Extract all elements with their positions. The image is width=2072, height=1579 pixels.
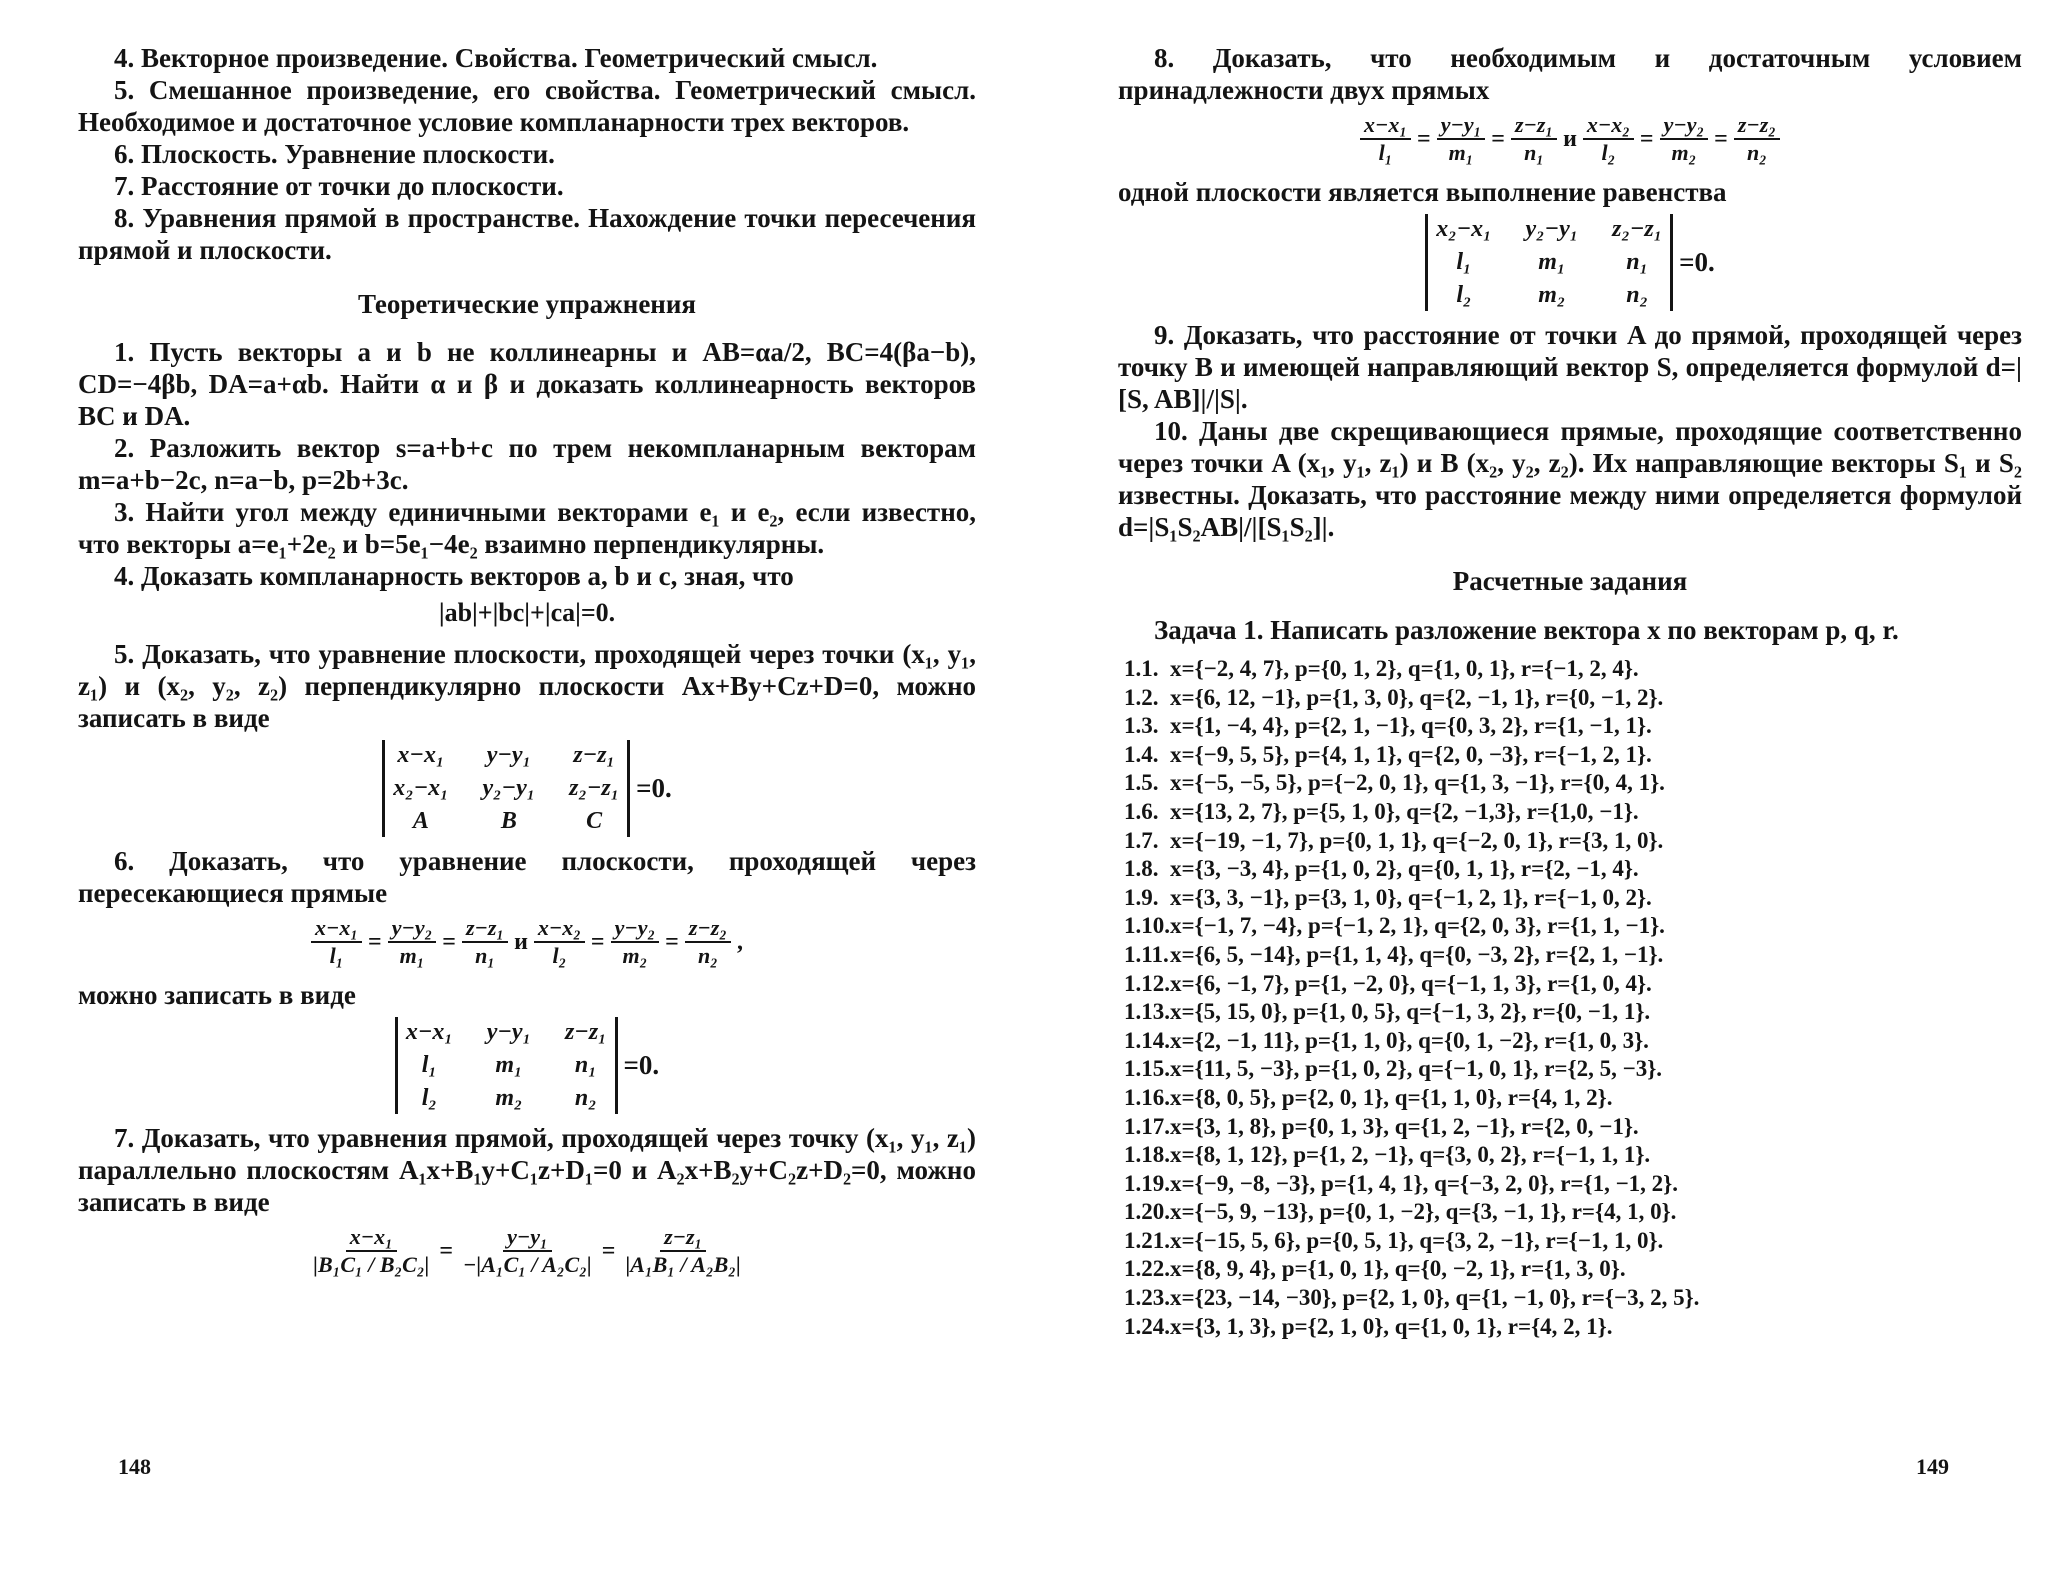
task-vectors: x={1, −4, 4}, p={2, 1, −1}, q={0, 3, 2}, r={1, −1, 1}.	[1170, 713, 1652, 739]
det-cell: m₂	[495, 1085, 523, 1111]
task-vectors: x={−5, 9, −13}, p={0, 1, −2}, q={3, −1, 1}, r={4, 1, 0}.	[1170, 1199, 1677, 1225]
det-cell: A	[412, 808, 429, 834]
list-item	[1124, 712, 2022, 741]
fraction: $\frac{\text{z−z₂}}{\text{n₂}}$	[685, 915, 731, 969]
fraction: $\frac{\text{z−z₁}}{\text{n₁}}$	[1511, 112, 1557, 166]
det-cell: x₂−x₁	[393, 775, 449, 801]
and-word: и	[1563, 125, 1577, 152]
det-cell: l₁	[421, 1052, 437, 1078]
list-item	[1124, 1255, 2022, 1284]
det-cell: C	[586, 808, 603, 834]
list-item	[1124, 1227, 2022, 1256]
task-vectors: x={−19, −1, 7}, p={0, 1, 1}, q={−2, 0, 1}, r={3, 1, 0}.	[1170, 827, 1664, 853]
det-equals-zero: =0.	[1679, 247, 1715, 277]
det-cell: x−x₁	[405, 1019, 453, 1045]
task-vectors: x={6, −1, 7}, p={1, −2, 0}, q={−1, 1, 3}, r={1, 0, 4}.	[1170, 970, 1652, 996]
det-cell: m₂	[1538, 282, 1566, 308]
determinant-5	[78, 740, 976, 837]
section-heading-tasks: Расчетные задания	[1452, 566, 1688, 596]
task-vectors: x={5, 15, 0}, p={1, 0, 5}, q={−1, 3, 2}, r={0, −1, 1}.	[1170, 999, 1651, 1025]
det-cell: l₂	[1456, 282, 1472, 308]
exercise-10: 10. Даны две скрещивающиеся прямые, проходящие соответственно через точки A (x₁, y₁, z₁) и B (x₂, y₂, z₂). Их направляющие векторы S₁ и S₂ известны. Доказать, что расстояние между ними определяется формулой d=|S₁S₂AB|/|[S₁S₂]|.	[1118, 416, 2022, 542]
lines-equation-6: $\frac{\text{x−x₁}}{\text{l₁}}$ = $\frac{\text{y−y₂}}{\text{m₁}}$ = $\frac{\text{z−z₁}}{\text{n₁}}$ и $\frac{\text{x−x₂}}{\text{l₂}}$ = $\frac{\text{y−y₂}}{\text{m₂}}$ = $\frac{\text{z−z₂}}{\text{n₂}}$ ,	[78, 915, 976, 969]
exercise-4: 4. Доказать компланарность векторов a, b и c, зная, что	[114, 561, 794, 591]
task-number: 1.10.	[1124, 913, 1170, 939]
task-1-title: Задача 1. Написать разложение вектора x по векторам p, q, r.	[1154, 615, 1899, 645]
det-cell: y₂−y₁	[1525, 216, 1579, 242]
determinant-5-matrix	[382, 740, 630, 837]
list-item	[1124, 1198, 2022, 1227]
exercise-8-tail: одной плоскости является выполнение равенства	[1118, 177, 1727, 207]
list-item	[1124, 912, 2022, 941]
det-cell: z₂−z₁	[569, 775, 620, 801]
task-vectors: x={3, 3, −1}, p={3, 1, 0}, q={−1, 2, 1}, r={−1, 0, 2}.	[1170, 884, 1652, 910]
fraction: $\frac{\text{y−y₁}}{\text{m₁}}$	[1437, 112, 1486, 166]
task-vectors: x={8, 0, 5}, p={2, 0, 1}, q={1, 1, 0}, r={4, 1, 2}.	[1170, 1084, 1613, 1110]
determinant-8	[1118, 214, 2022, 311]
list-item	[1124, 884, 2022, 913]
task-number: 1.11.	[1124, 941, 1169, 967]
exercise-5: 5. Доказать, что уравнение плоскости, проходящей через точки (x₁, y₁, z₁) и (x₂, y₂, z₂) перпендикулярно плоскости Ax+By+Cz+D=0, можно записать в виде	[78, 639, 976, 733]
list-item	[1124, 998, 2022, 1027]
task-vectors: x={3, 1, 3}, p={2, 1, 0}, q={1, 0, 1}, r={4, 2, 1}.	[1170, 1313, 1613, 1339]
task-vectors: x={6, 12, −1}, p={1, 3, 0}, q={2, −1, 1}, r={0, −1, 2}.	[1170, 684, 1664, 710]
det-cell: y−y₁	[486, 742, 531, 768]
exercise-9: 9. Доказать, что расстояние от точки A до прямой, проходящей через точку B и имеющей направляющий вектор S, определяется формулой d=|[S, AB]|/|S|.	[1118, 320, 2022, 414]
task-number: 1.21.	[1124, 1227, 1170, 1253]
exercise-3: 3. Найти угол между единичными векторами e₁ и e₂, если известно, что векторы a=e₁+2e₂ и b=5e₁−4e₂ взаимно перпендикулярны.	[78, 497, 976, 559]
det-cell: n₁	[574, 1052, 597, 1078]
task-number: 1.8.	[1124, 856, 1159, 882]
list-item	[1124, 827, 2022, 856]
task-number: 1.9.	[1124, 884, 1159, 910]
task-number: 1.5.	[1124, 770, 1159, 796]
task-vectors: x={−9, −8, −3}, p={1, 4, 1}, q={−3, 2, 0}, r={1, −1, 2}.	[1170, 1170, 1678, 1196]
task-vectors: x={2, −1, 11}, p={1, 1, 0}, q={0, 1, −2}, r={1, 0, 3}.	[1170, 1027, 1649, 1053]
list-item	[1124, 855, 2022, 884]
page-number-left: 148	[118, 1454, 151, 1479]
exercise-6-tail: можно записать в виде	[78, 980, 356, 1010]
line-equation-7: $\frac{\text{x−x₁}}{\text{|B₁C₁ / B₂C₂|}}$ = $\frac{\text{y−y₁}}{\text{−|A₁C₁ / A₂C₂|}}$ = $\frac{\text{z−z₁}}{\text{|A₁B₁ / A₂B₂|}}$	[78, 1224, 976, 1278]
exercise-8: 8. Доказать, что необходимым и достаточным условием принадлежности двух прямых	[1118, 43, 2022, 105]
task-number: 1.18.	[1124, 1142, 1170, 1168]
task-number: 1.16.	[1124, 1084, 1170, 1110]
determinant-8-matrix	[1425, 214, 1673, 311]
task-number: 1.12.	[1124, 970, 1170, 996]
list-item	[1124, 1113, 2022, 1142]
fraction: $\frac{\text{y−y₂}}{\text{m₂}}$	[1660, 112, 1709, 166]
fraction: $\frac{\text{y−y₁}}{\text{−|A₁C₁ / A₂C₂|}}$	[463, 1224, 592, 1277]
exercise-6: 6. Доказать, что уравнение плоскости, проходящей через пересекающиеся прямые	[78, 846, 976, 908]
det-cell: B	[500, 808, 517, 834]
list-item	[1124, 798, 2022, 827]
fraction: $\frac{\text{y−y₂}}{\text{m₁}}$	[388, 915, 437, 969]
fraction: $\frac{\text{y−y₂}}{\text{m₂}}$	[611, 915, 660, 969]
det-cell: y−y₁	[486, 1019, 531, 1045]
exercise-7: 7. Доказать, что уравнения прямой, проходящей через точку (x₁, y₁, z₁) параллельно плоскостям A₁x+B₁y+C₁z+D₁=0 и A₂x+B₂y+C₂z+D₂=0, можно записать в виде	[78, 1123, 976, 1217]
task-vectors: x={11, 5, −3}, p={1, 0, 2}, q={−1, 0, 1}, r={2, 5, −3}.	[1170, 1056, 1663, 1082]
task-number: 1.13.	[1124, 999, 1170, 1025]
list-item	[1124, 941, 2022, 970]
list-item	[1124, 684, 2022, 713]
exercise-2: 2. Разложить вектор s=a+b+c по трем некомпланарным векторам m=a+b−2c, n=a−b, p=2b+3c.	[78, 433, 976, 495]
task-number: 1.22.	[1124, 1256, 1170, 1282]
task-vectors: x={3, −3, 4}, p={1, 0, 2}, q={0, 1, 1}, r={2, −1, 4}.	[1170, 856, 1639, 882]
task-vectors: x={23, −14, −30}, p={2, 1, 0}, q={1, −1, 0}, r={−3, 2, 5}.	[1170, 1285, 1700, 1311]
list-item	[1124, 741, 2022, 770]
task-vectors: x={−1, 7, −4}, p={−1, 2, 1}, q={2, 0, 3}, r={1, 1, −1}.	[1170, 913, 1665, 939]
task-number: 1.1.	[1124, 656, 1159, 681]
task-vectors: x={−9, 5, 5}, p={4, 1, 1}, q={2, 0, −3}, r={−1, 2, 1}.	[1170, 741, 1652, 767]
fraction: $\frac{\text{x−x₁}}{\text{l₁}}$	[311, 915, 362, 969]
det-cell: n₁	[1626, 249, 1648, 275]
det-cell: z−z₁	[573, 742, 615, 768]
list-item	[1124, 970, 2022, 999]
topic-8: 8. Уравнения прямой в пространстве. Нахождение точки пересечения прямой и плоскости.	[78, 203, 976, 265]
task-vectors: x={−15, 5, 6}, p={0, 5, 1}, q={3, 2, −1}, r={−1, 1, 0}.	[1170, 1227, 1664, 1253]
list-item	[1124, 1055, 2022, 1084]
exercise-1: 1. Пусть векторы a и b не коллинеарны и AB=αa/2, BC=4(βa−b), CD=−4βb, DA=a+αb. Найти α и β и доказать коллинеарность векторов BC и DA.	[78, 337, 976, 431]
task-number: 1.23.	[1124, 1285, 1170, 1311]
fraction: $\frac{\text{z−z₂}}{\text{n₂}}$	[1734, 112, 1780, 166]
det-cell: n₂	[574, 1085, 597, 1111]
det-cell: z−z₁	[564, 1019, 607, 1045]
topic-5: 5. Смешанное произведение, его свойства. Геометрический смысл. Необходимое и достаточное условие компланарности трех векторов.	[78, 75, 976, 137]
det-equals-zero: =0.	[636, 773, 672, 803]
task-number: 1.3.	[1124, 713, 1159, 739]
fraction: $\frac{\text{z−z₁}}{\text{n₁}}$	[462, 915, 508, 969]
fraction: $\frac{\text{z−z₁}}{\text{|A₁B₁ / A₂B₂|}}$	[625, 1224, 741, 1277]
task-number: 1.7.	[1124, 827, 1159, 853]
det-cell: z₂−z₁	[1612, 216, 1663, 242]
list-item	[1124, 655, 2022, 684]
det-cell: x−x₁	[397, 742, 445, 768]
task-vectors: x={8, 1, 12}, p={1, 2, −1}, q={3, 0, 2}, r={−1, 1, 1}.	[1170, 1142, 1651, 1168]
task-vectors: x={−5, −5, 5}, p={−2, 0, 1}, q={1, 3, −1}, r={0, 4, 1}.	[1170, 770, 1665, 796]
determinant-6	[78, 1017, 976, 1114]
task-number: 1.6.	[1124, 798, 1159, 824]
task-vectors: x={−2, 4, 7}, p={0, 1, 2}, q={1, 0, 1}, r={−1, 2, 4}.	[1170, 656, 1639, 681]
task-list	[1118, 655, 2022, 1341]
det-equals-zero: =0.	[623, 1050, 660, 1080]
task-number: 1.19.	[1124, 1170, 1170, 1196]
det-cell: l₁	[1456, 249, 1472, 275]
right-page	[1036, 0, 2072, 1579]
list-item	[1124, 769, 2022, 798]
task-vectors: x={8, 9, 4}, p={1, 0, 1}, q={0, −2, 1}, r={1, 3, 0}.	[1170, 1256, 1626, 1282]
fraction: $\frac{\text{x−x₁}}{\text{l₁}}$	[1360, 112, 1411, 166]
task-number: 1.14.	[1124, 1027, 1170, 1053]
task-number: 1.2.	[1124, 684, 1159, 710]
list-item	[1124, 1284, 2022, 1313]
task-number: 1.20.	[1124, 1199, 1170, 1225]
det-cell: x₂−x₁	[1436, 216, 1492, 242]
det-cell: n₂	[1626, 282, 1648, 308]
page-number-right: 149	[1916, 1454, 1949, 1479]
det-cell: m₁	[1538, 249, 1566, 275]
task-vectors: x={3, 1, 8}, p={0, 1, 3}, q={1, 2, −1}, r={2, 0, −1}.	[1170, 1113, 1639, 1139]
list-item	[1124, 1084, 2022, 1113]
topic-4: 4. Векторное произведение. Свойства. Геометрический смысл.	[114, 43, 878, 73]
task-number: 1.17.	[1124, 1113, 1170, 1139]
topic-6: 6. Плоскость. Уравнение плоскости.	[114, 139, 555, 169]
det-cell: l₂	[421, 1085, 437, 1111]
task-number: 1.4.	[1124, 741, 1159, 767]
fraction: $\frac{\text{x−x₁}}{\text{|B₁C₁ / B₂C₂|}}$	[313, 1224, 430, 1277]
list-item	[1124, 1027, 2022, 1056]
lines-equation-8: $\frac{\text{x−x₁}}{\text{l₁}}$ = $\frac{\text{y−y₁}}{\text{m₁}}$ = $\frac{\text{z−z₁}}{\text{n₁}}$ и $\frac{\text{x−x₂}}{\text{l₂}}$ = $\frac{\text{y−y₂}}{\text{m₂}}$ = $\frac{\text{z−z₂}}{\text{n₂}}$	[1118, 112, 2022, 166]
task-vectors: x={6, 5, −14}, p={1, 1, 4}, q={0, −3, 2}, r={2, 1, −1}.	[1170, 941, 1664, 967]
fraction: $\frac{\text{x−x₂}}{\text{l₂}}$	[1583, 112, 1634, 166]
determinant-6-matrix	[395, 1017, 618, 1114]
section-heading-theory: Теоретические упражнения	[357, 289, 697, 319]
task-number: 1.24.	[1124, 1313, 1170, 1339]
topic-7: 7. Расстояние от точки до плоскости.	[114, 171, 564, 201]
list-item	[1124, 1170, 2022, 1199]
list-item	[1124, 1313, 2022, 1342]
task-number: 1.15.	[1124, 1056, 1170, 1082]
task-vectors: x={13, 2, 7}, p={5, 1, 0}, q={2, −1,3}, r={1,0, −1}.	[1170, 798, 1639, 824]
det-cell: m₁	[495, 1052, 523, 1078]
det-cell: y₂−y₁	[482, 775, 536, 801]
exercise-4-formula: |ab|+|bc|+|ca|=0.	[438, 598, 616, 627]
list-item	[1124, 1141, 2022, 1170]
fraction: $\frac{\text{x−x₂}}{\text{l₂}}$	[534, 915, 585, 969]
and-word: и	[514, 928, 528, 955]
